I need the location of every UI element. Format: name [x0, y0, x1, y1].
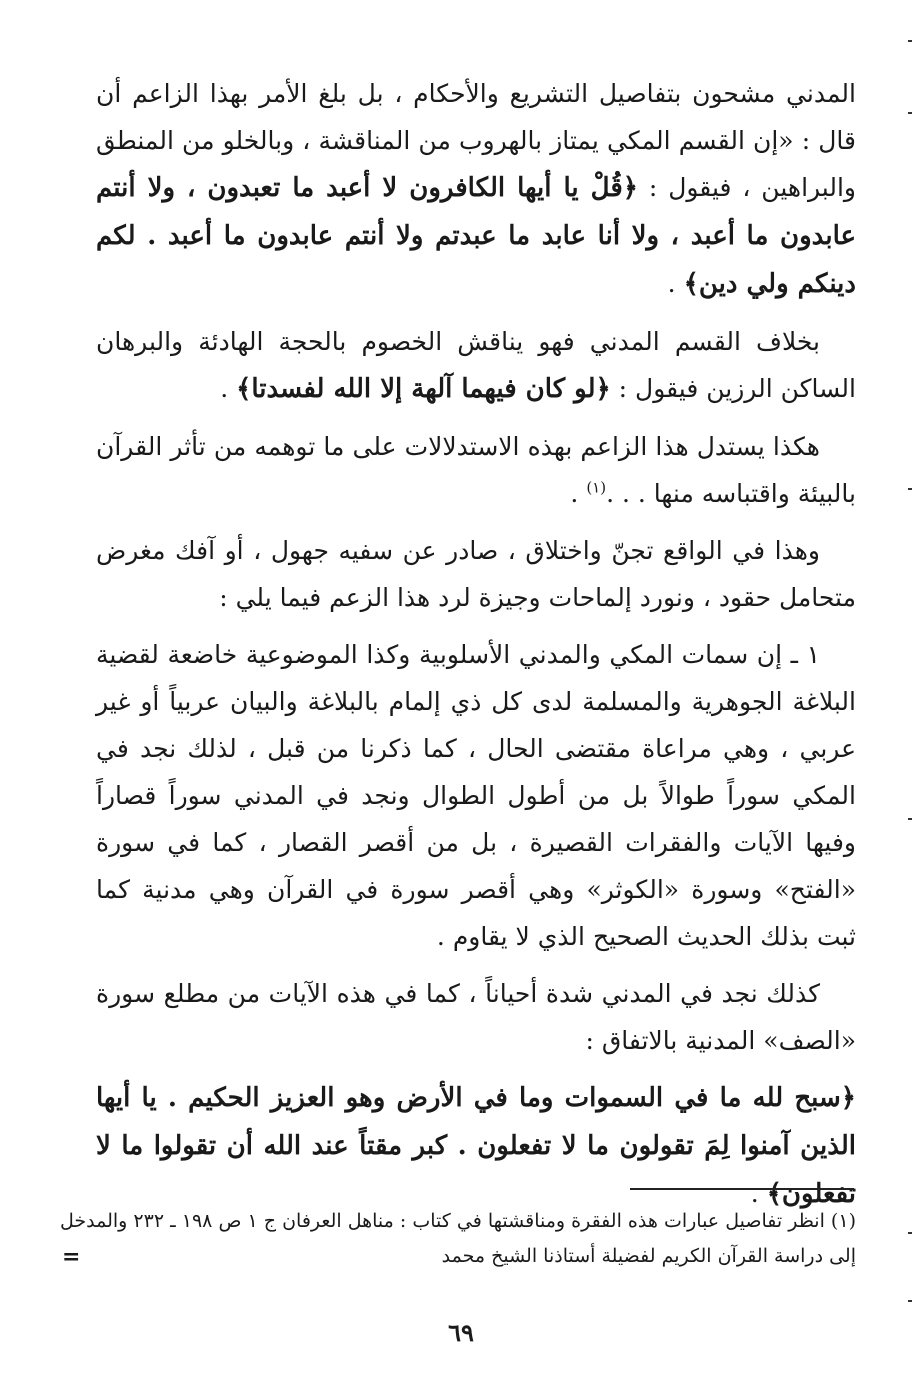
paragraph — [96, 631, 856, 960]
text-segment: . — [220, 374, 237, 403]
text-segment: وهذا في الواقع تجنّ واختلاق ، صادر عن سفيه جهول ، أو آفك مغرض متحامل حقود ، ونورد إلماحات وجيزة لرد هذا الزعم فيما يلي : — [96, 536, 856, 612]
page-edge-mark — [908, 818, 912, 820]
text-segment: كذلك نجد في المدني شدة أحياناً ، كما في هذه الآيات من مطلع سورة «الصف» المدنية بالاتفاق : — [96, 979, 856, 1055]
text-segment: المدني مشحون بتفاصيل التشريع والأحكام ، بل بلغ الأمر بهذا الزاعم أن قال : «إن القسم المكي يمتاز بالهروب من المناقشة ، وبالخلو من المنطق والبراهين ، فيقول : — [96, 79, 856, 202]
paragraph — [96, 970, 856, 1064]
footnote-continuation-mark: = — [62, 1244, 81, 1270]
paragraph — [96, 1074, 856, 1218]
quran-verse: ﴿سبح لله ما في السموات وما في الأرض وهو العزيز الحكيم . يا أيها الذين آمنوا لِمَ تقولون ما لا تفعلون . كبر مقتاً عند الله أن تقولوا ما لا تفعلون﴾ — [96, 1083, 856, 1209]
paragraph — [96, 318, 856, 413]
text-segment: ١ ـ إن سمات المكي والمدني الأسلوبية وكذا الموضوعية خاضعة لقضية البلاغة الجوهرية والمسلمة لدى كل ذي إلمام بالبلاغة والبيان عربياً أو غير عربي ، وهي مراعاة مقتضى الحال ، كما ذكرنا من قبل ، لذلك نجد في المكي سوراً طوالاً بل من أطول الطوال ونجد في المدني سوراً قصاراً وفيها الآيات والفقرات القصيرة ، بل من أقصر القصار ، كما في سورة «الفتح» وسورة «الكوثر» وهي أقصر سورة في القرآن وهي مدنية كما ثبت بذلك الحديث الصحيح الذي لا يقاوم . — [96, 640, 856, 951]
quran-verse: ﴿قُلْ يا أيها الكافرون لا أعبد ما تعبدون ، ولا أنتم عابدون ما أعبد ، ولا أنا عابد ما عبدتم ولا أنتم عابدون ما أعبد . لكم دينكم ولي دين﴾ — [96, 173, 856, 299]
paragraph — [96, 423, 856, 517]
text-segment: بخلاف القسم المدني فهو يناقش الخصوم بالحجة الهادئة والبرهان الساكن الرزين فيقول : — [96, 327, 856, 403]
text-segment: . — [667, 269, 684, 298]
page-edge-mark — [908, 112, 912, 114]
page-edge-mark — [908, 1232, 912, 1234]
page-edge-mark — [908, 1300, 912, 1302]
page-number: ٦٩ — [448, 1318, 474, 1347]
paragraph — [96, 527, 856, 621]
text-segment: . — [570, 479, 587, 508]
paragraph — [96, 70, 856, 308]
footnote: (١) انظر تفاصيل عبارات هذه الفقرة ومناقشتها في كتاب : مناهل العرفان ج ١ ص ١٩٨ ـ ٢٣٢ والمدخل إلى دراسة القرآن الكريم لفضيلة أستاذنا الشيخ محمد — [60, 1210, 856, 1267]
text-segment: هكذا يستدل هذا الزاعم بهذه الاستدلالات على ما توهمه من تأثر القرآن بالبيئة واقتباسه منها . . . — [96, 432, 856, 508]
footnote-separator — [630, 1188, 854, 1190]
quran-verse: ﴿لو كان فيهما آلهة إلا الله لفسدتا﴾ — [236, 374, 611, 404]
page-edge-mark — [908, 488, 912, 490]
page-edge-mark — [908, 40, 912, 42]
footnote-reference: (١) — [586, 478, 607, 497]
text-segment: . — [750, 1179, 767, 1208]
main-text — [96, 70, 856, 1228]
